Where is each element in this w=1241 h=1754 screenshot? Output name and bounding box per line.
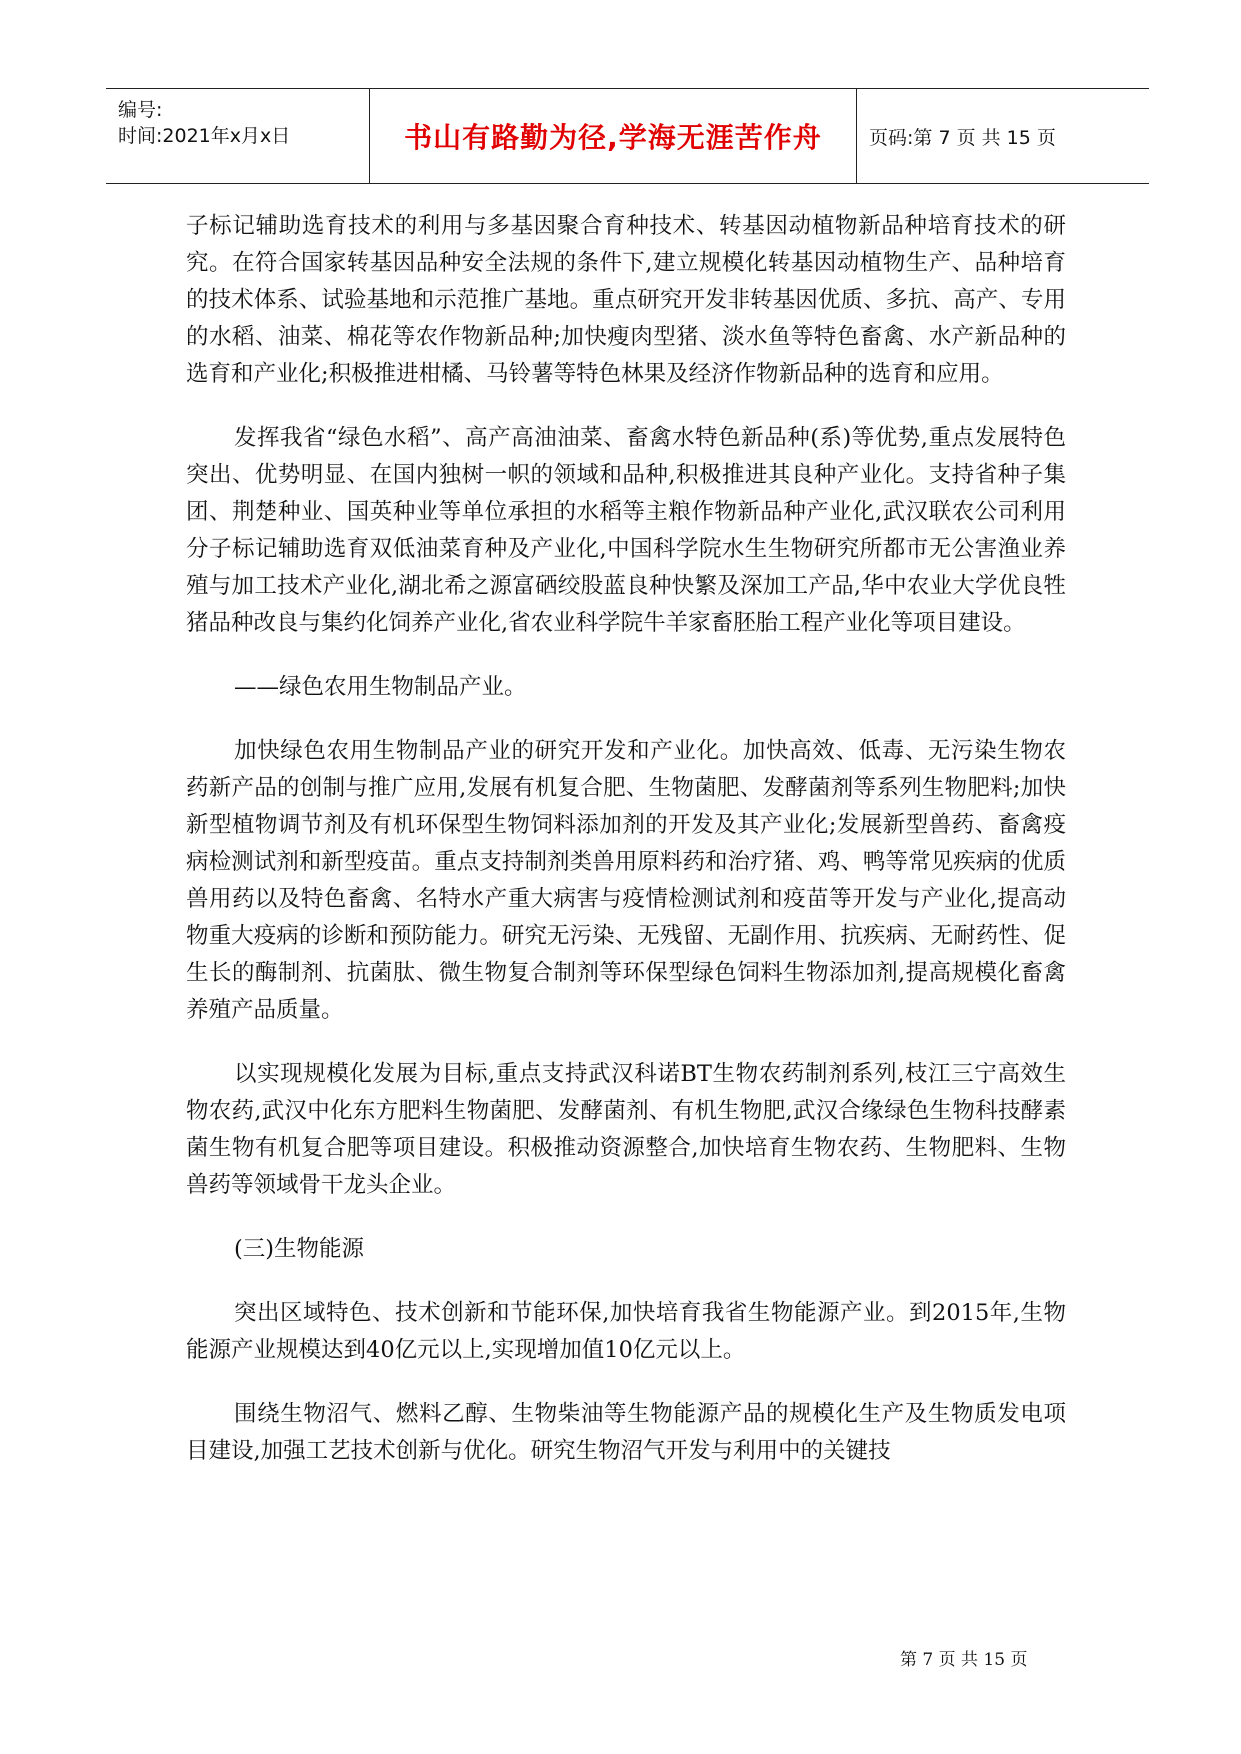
body-paragraph: 突出区域特色、技术创新和节能环保,加快培育我省生物能源产业。到2015年,生物能源产业规模达到40亿元以上,实现增加值10亿元以上。	[186, 1300, 1066, 1363]
header-page-label: 页码:第 7 页 共 15 页	[869, 126, 1056, 149]
header-page-cell	[857, 89, 1149, 183]
section-heading: (三)生物能源	[234, 1236, 365, 1262]
header-motto: 书山有路勤为径,学海无涯苦作舟	[404, 121, 822, 154]
body-paragraph: 以实现规模化发展为目标,重点支持武汉科诺BT生物农药制剂系列,枝江三宁高效生物农药,武汉中化东方肥料生物菌肥、发酵菌剂、有机生物肥,武汉合缘绿色生物科技酵素菌生物有机复合肥等项目建设。积极推动资源整合,加快培育生物农药、生物肥料、生物兽药等领域骨干龙头企业。	[186, 1061, 1066, 1198]
header-motto-cell	[370, 89, 857, 183]
body-paragraph: 发挥我省“绿色水稻”、高产高油油菜、畜禽水特色新品种(系)等优势,重点发展特色突出、优势明显、在国内独树一帜的领域和品种,积极推进其良种产业化。支持省种子集团、荆楚种业、国英种业等单位承担的水稻等主粮作物新品种产业化,武汉联农公司利用分子标记辅助选育双低油菜育种及产业化,中国科学院水生生物研究所都市无公害渔业养殖与加工技术产业化,湖北希之源富硒绞股蓝良种快繁及深加工产品,华中农业大学优良牲猪品种改良与集约化饲养产业化,省农业科学院牛羊家畜胚胎工程产业化等项目建设。	[186, 425, 1066, 636]
header-number-label: 编号:	[118, 99, 163, 121]
body-paragraph: 围绕生物沼气、燃料乙醇、生物柴油等生物能源产品的规模化生产及生物质发电项目建设,加强工艺技术创新与优化。研究生物沼气开发与利用中的关键技	[186, 1401, 1066, 1464]
page-footer: 第 7 页 共 15 页	[900, 1650, 1028, 1670]
section-subheading: ——绿色农用生物制品产业。	[234, 674, 527, 700]
body-paragraph: 子标记辅助选育技术的利用与多基因聚合育种技术、转基因动植物新品种培育技术的研究。在符合国家转基因品种安全法规的条件下,建立规模化转基因动植物生产、品种培育的技术体系、试验基地和示范推广基地。重点研究开发非转基因优质、多抗、高产、专用的水稻、油菜、棉花等农作物新品种;加快瘦肉型猪、淡水鱼等特色畜禽、水产新品种的选育和产业化;积极推进柑橘、马铃薯等特色林果及经济作物新品种的选育和应用。	[186, 213, 1066, 387]
body-paragraph: 加快绿色农用生物制品产业的研究开发和产业化。加快高效、低毒、无污染生物农药新产品的创制与推广应用,发展有机复合肥、生物菌肥、发酵菌剂等系列生物肥料;加快新型植物调节剂及有机环保型生物饲料添加剂的开发及其产业化;发展新型兽药、畜禽疫病检测试剂和新型疫苗。重点支持制剂类兽用原料药和治疗猪、鸡、鸭等常见疾病的优质兽用药以及特色畜禽、名特水产重大病害与疫情检测试剂和疫苗等开发与产业化,提高动物重大疫病的诊断和预防能力。研究无污染、无残留、无副作用、抗疾病、无耐药性、促生长的酶制剂、抗菌肽、微生物复合制剂等环保型绿色饲料生物添加剂,提高规模化畜禽养殖产品质量。	[186, 738, 1066, 1023]
document-body	[186, 208, 1066, 1470]
header-time-label: 时间:2021年x月x日	[118, 125, 291, 147]
document-header	[106, 88, 1149, 184]
header-meta-cell	[106, 89, 370, 183]
